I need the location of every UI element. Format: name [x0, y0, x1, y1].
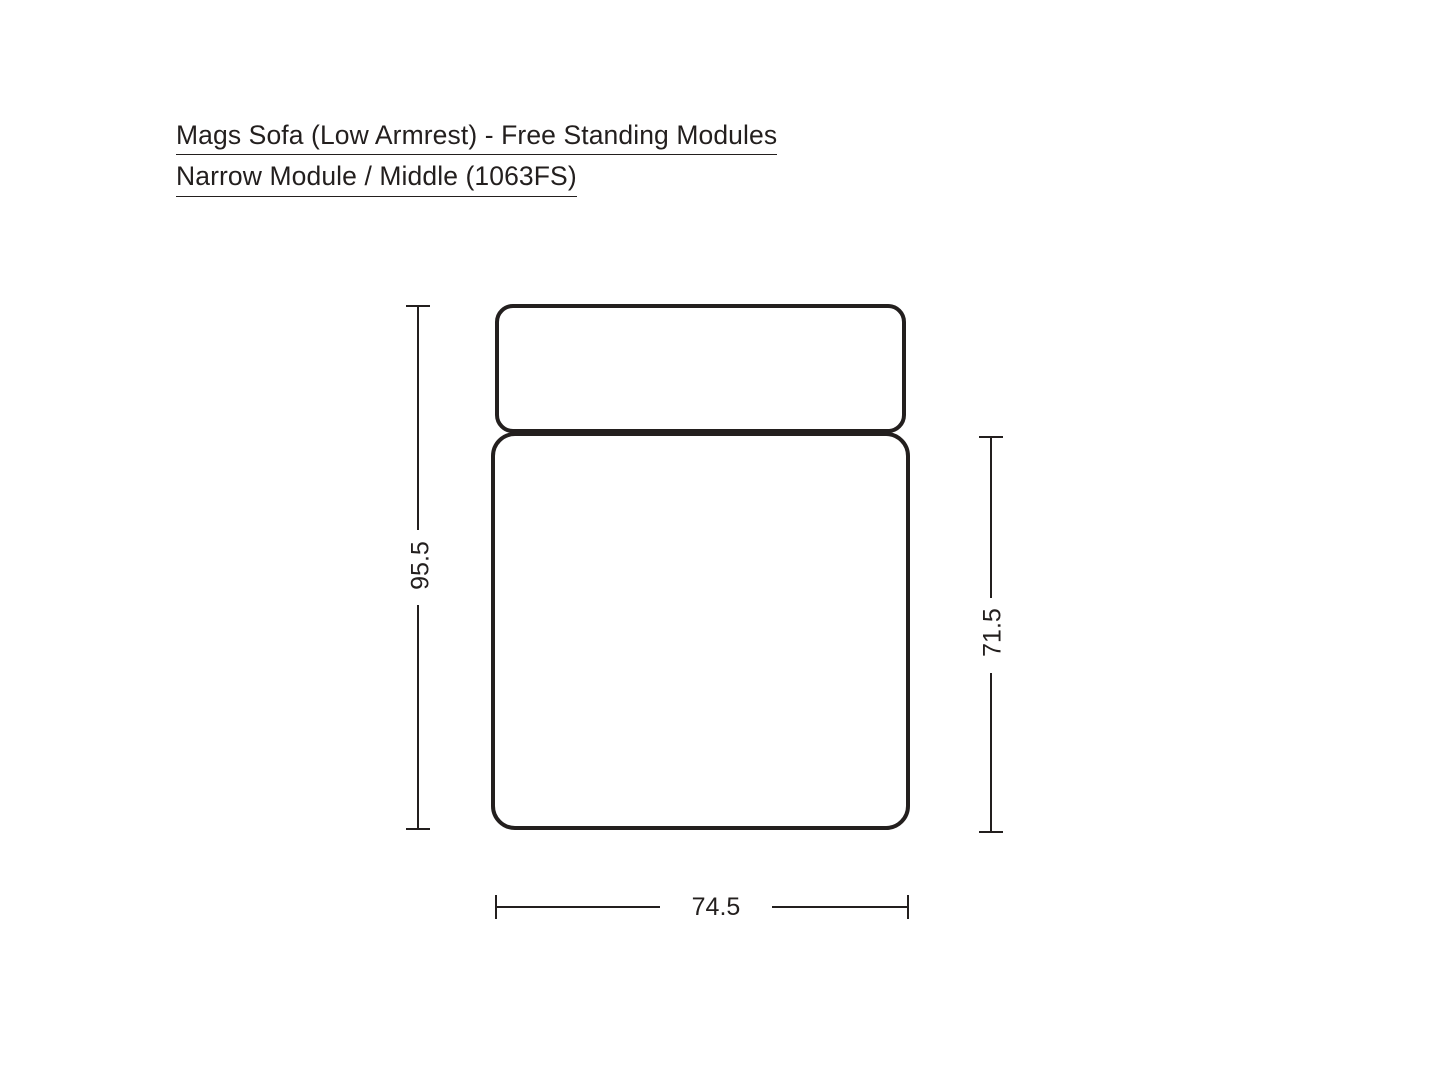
- title-line-1: Mags Sofa (Low Armrest) - Free Standing Modules: [176, 118, 777, 155]
- dimension-label-seat-height: 71.5: [978, 608, 1007, 657]
- seat-block: [493, 434, 908, 828]
- dimension-label-width: 74.5: [660, 893, 772, 922]
- title-line-2: Narrow Module / Middle (1063FS): [176, 159, 577, 196]
- backrest-block: [497, 306, 904, 431]
- dimension-label-height: 95.5: [406, 541, 435, 590]
